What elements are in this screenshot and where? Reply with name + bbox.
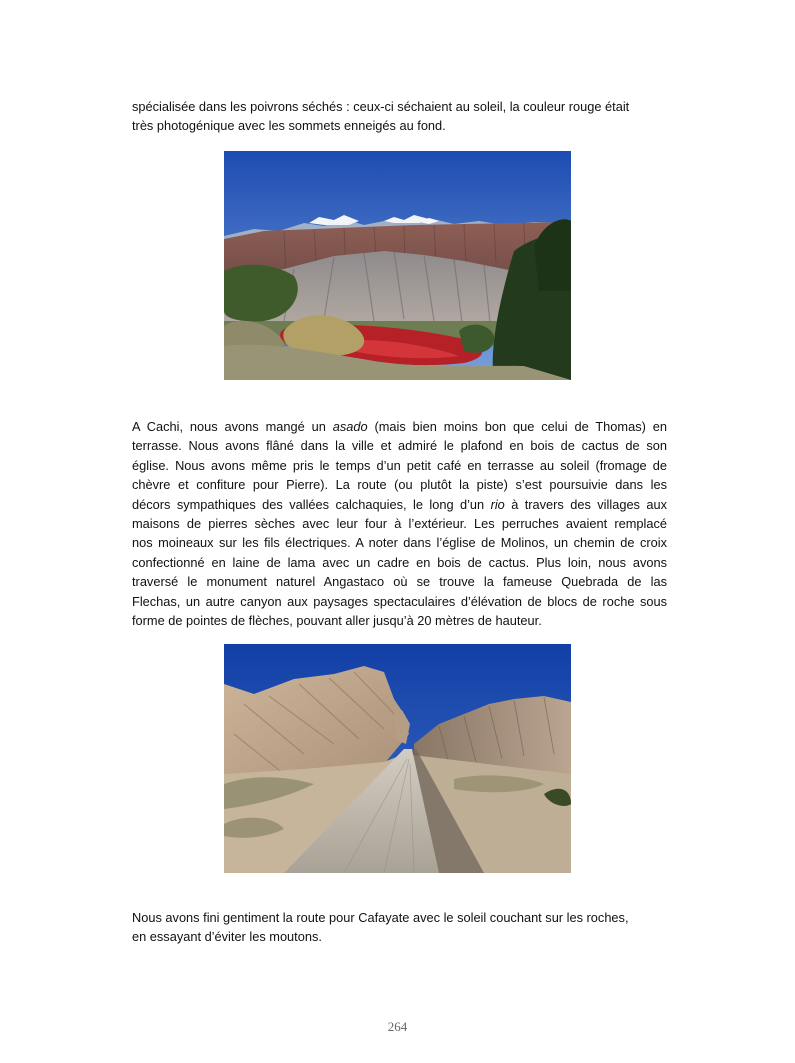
italic-term-rio: rio	[490, 496, 505, 512]
paragraph-peppers	[132, 97, 667, 136]
paragraph-line: très photogénique avec les sommets enneigés au fond.	[132, 118, 446, 134]
paragraph-line: Nous avons fini gentiment la route pour Cafayate avec le soleil couchant sur les roches,	[132, 910, 629, 925]
photo-quebrada-road	[224, 644, 571, 873]
paragraph-line: Flechas, un autre canyon aux paysages spectaculaires d’élévation de blocs de roche sous	[132, 593, 667, 609]
paragraph-line: traversé le monument naturel Angastaco où se trouve la fameuse Quebrada de las	[132, 574, 667, 590]
paragraph-line: maisons de pierres sèches avec leur four à l’extérieur. Les perruches avaient remplacé	[132, 516, 667, 532]
paragraph-line: spécialisée dans les poivrons séchés : ceux-ci séchaient au soleil, la couleur rouge était	[132, 99, 630, 114]
paragraph-line: confectionné en laine de lama avec un cadre en bois de cactus. Plus loin, nous avons	[132, 554, 667, 570]
text-run: A Cachi, nous avons mangé un	[132, 419, 333, 434]
paragraph-line: chèvre et confiture pour Pierre). La route (ou plutôt la piste) s’est poursuivie dans les	[132, 477, 667, 493]
paragraph-line: forme de pointes de flèches, pouvant aller jusqu’à 20 mètres de hauteur.	[132, 613, 542, 629]
text-run: (mais bien moins bon que celui de Thomas) en	[367, 419, 667, 434]
text-run: décors sympathiques des vallées calchaquies, le long d’un	[132, 496, 491, 512]
paragraph-line	[132, 495, 667, 514]
paragraph-cachi	[132, 417, 667, 630]
paragraph-line: nos moineaux sur les fils électriques. A noter dans l’église de Molinos, un chemin de croix	[132, 535, 667, 551]
text-run: à travers des villages aux	[504, 496, 667, 512]
paragraph-cafayate	[132, 908, 667, 947]
paragraph-line: en essayant d’éviter les moutons.	[132, 929, 322, 945]
paragraph-line: église. Nous avons même pris le temps d’un petit café en terrasse au soleil (fromage de	[132, 457, 667, 473]
paragraph-line	[132, 417, 667, 436]
photo-red-peppers-valley	[224, 151, 571, 380]
italic-term-asado: asado	[332, 419, 368, 434]
page-number: 264	[387, 1019, 408, 1034]
paragraph-line: terrasse. Nous avons flâné dans la ville et admiré le plafond en bois de cactus de son	[132, 438, 667, 454]
